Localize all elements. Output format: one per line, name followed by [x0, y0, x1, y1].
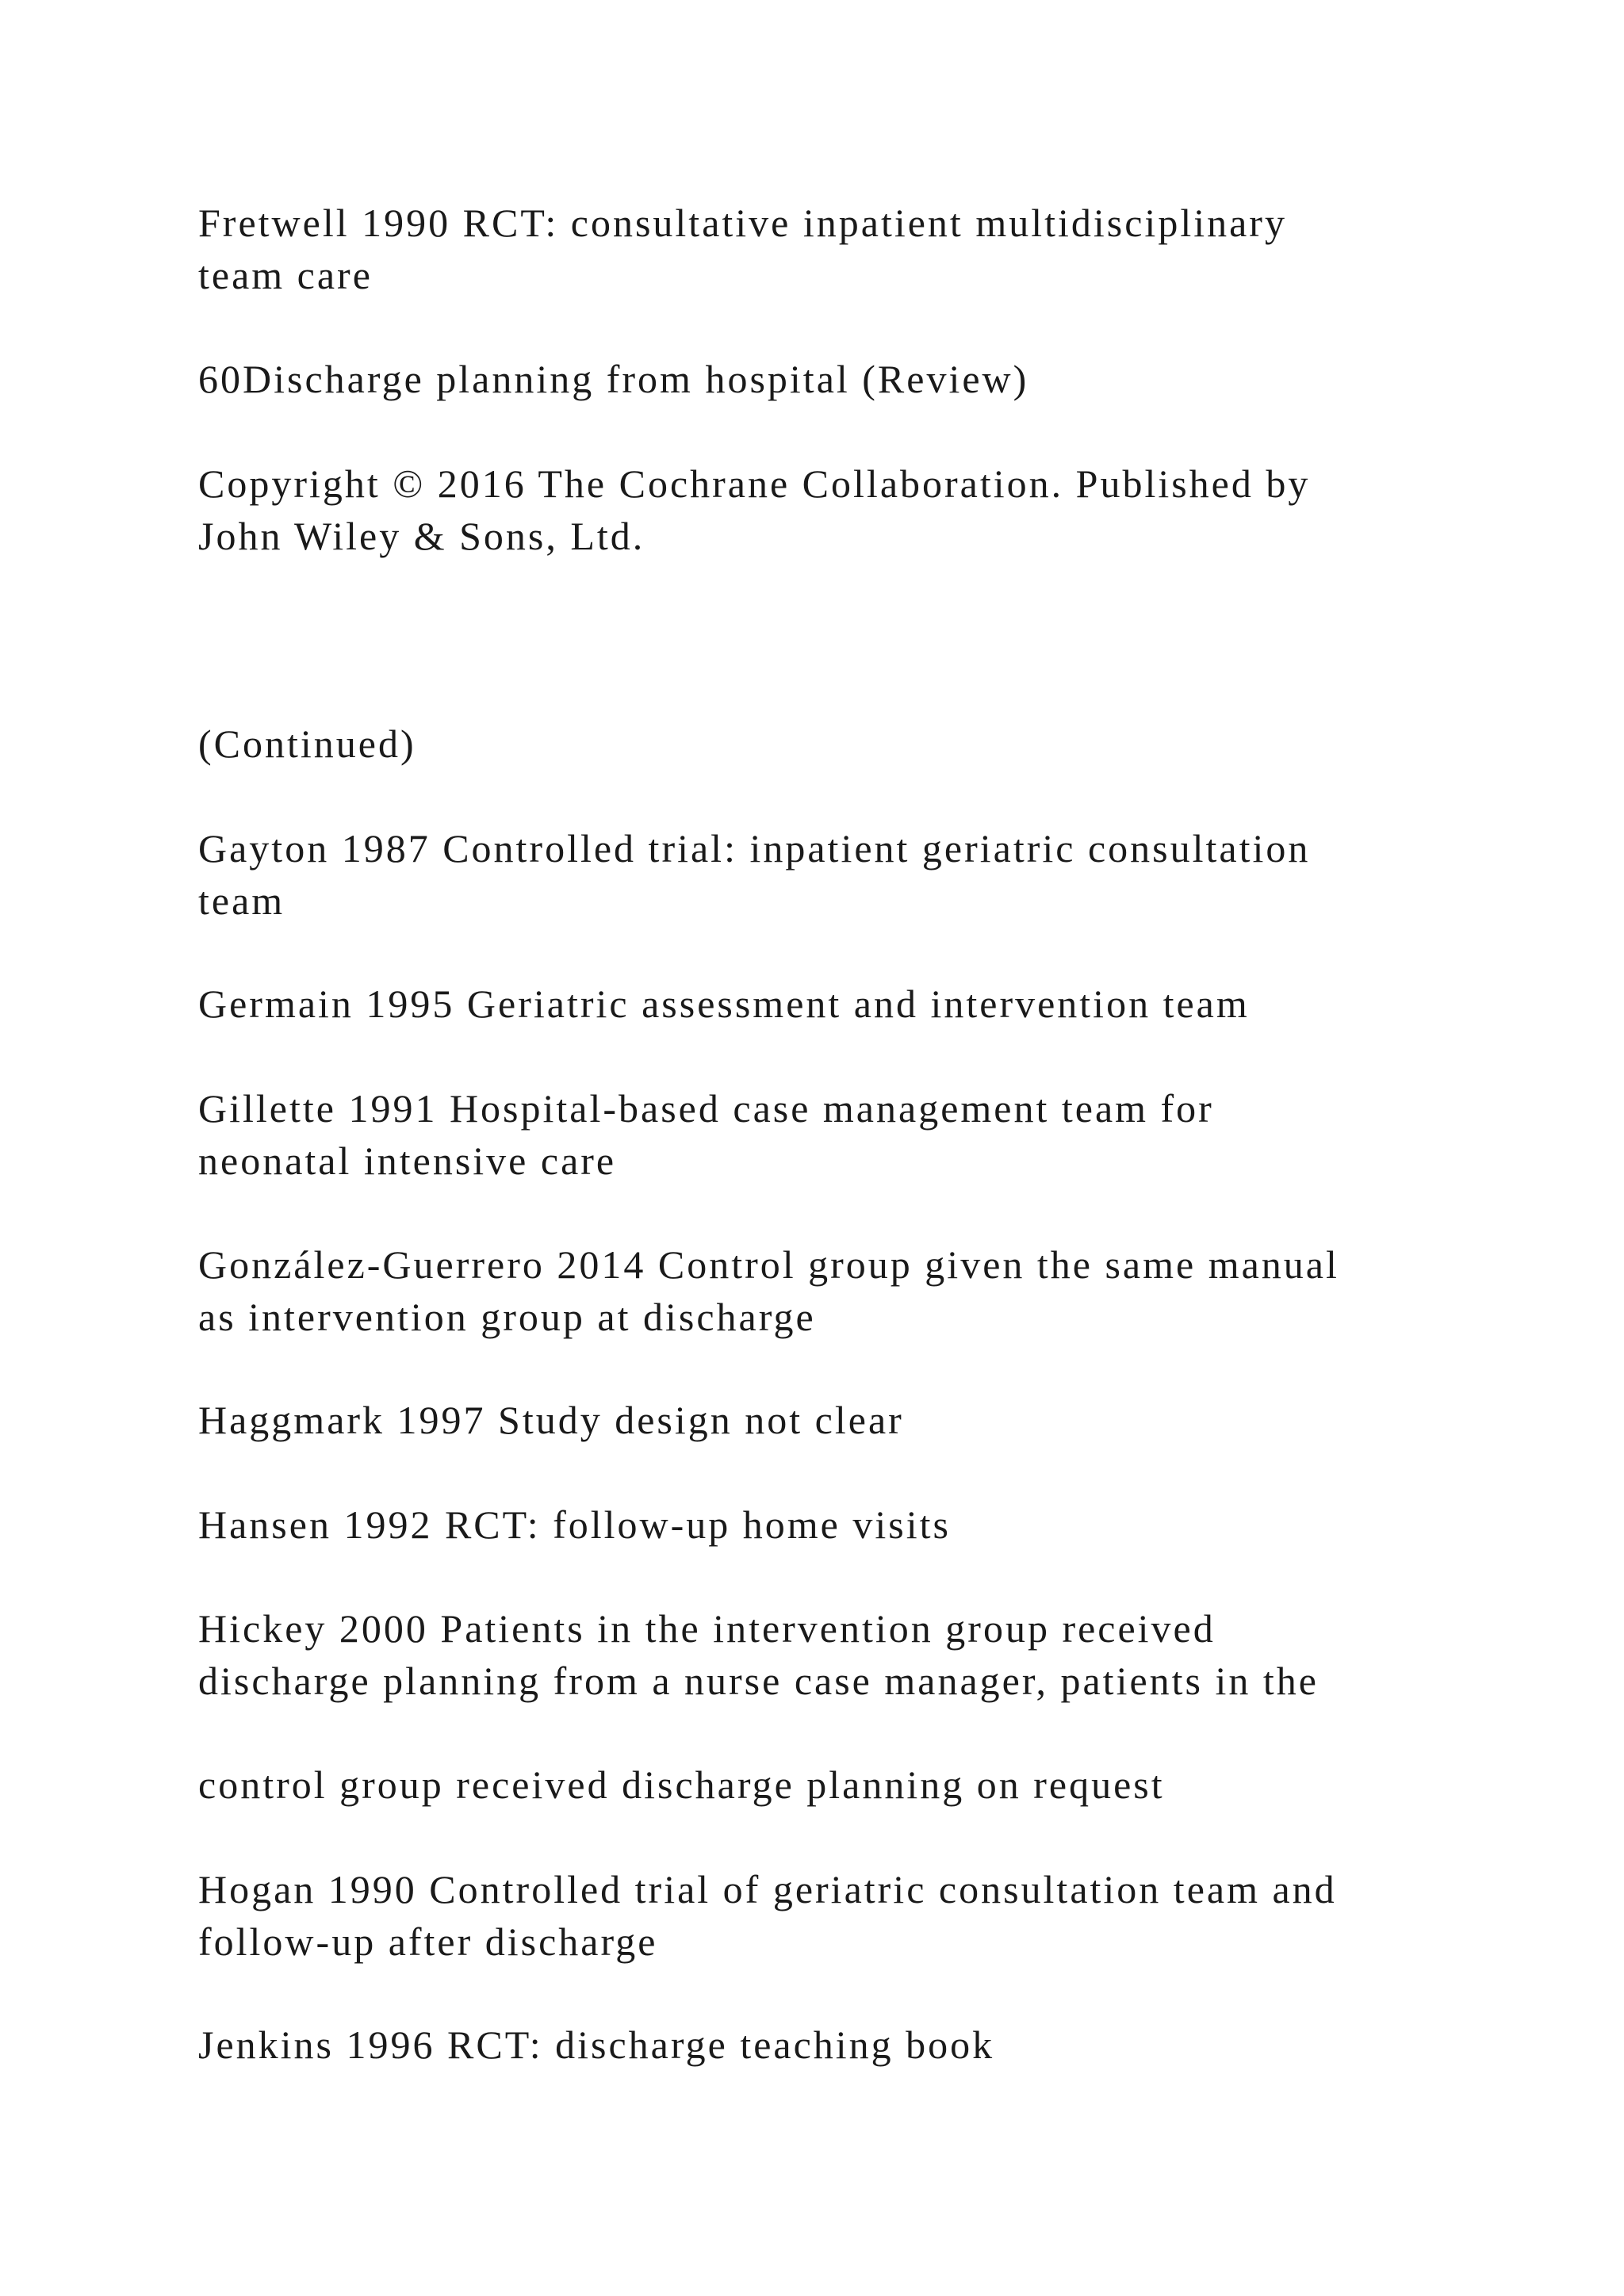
text-line: follow-up after discharge	[198, 1919, 658, 1964]
text-line: Gillette 1991 Hospital-based case management team for	[198, 1086, 1214, 1131]
text-line: (Continued)	[198, 721, 416, 766]
text-line: John Wiley & Sons, Ltd.	[198, 514, 645, 558]
text-line: Germain 1995 Geriatric assessment and intervention team	[198, 982, 1250, 1026]
text-line: discharge planning from a nurse case manager, patients in the	[198, 1659, 1319, 1703]
paragraph-germain	[198, 978, 1483, 1030]
text-line: neonatal intensive care	[198, 1138, 617, 1183]
paragraph-jenkins	[198, 2019, 1483, 2071]
paragraph-gayton	[198, 822, 1483, 927]
text-line: team care	[198, 253, 373, 297]
paragraph-haggmark	[198, 1394, 1483, 1446]
text-line: Hickey 2000 Patients in the intervention group received	[198, 1606, 1216, 1651]
paragraph-hogan	[198, 1863, 1483, 1968]
text-line: González-Guerrero 2014 Control group given the same manual	[198, 1242, 1339, 1287]
text-line: Hogan 1990 Controlled trial of geriatric consultation team and	[198, 1867, 1337, 1911]
paragraph-continued	[198, 718, 1483, 770]
paragraph-hickey-continued	[198, 1758, 1483, 1811]
text-line: Fretwell 1990 RCT: consultative inpatient multidisciplinary	[198, 201, 1287, 245]
paragraph-hickey	[198, 1602, 1483, 1707]
text-line: Hansen 1992 RCT: follow-up home visits	[198, 1502, 951, 1547]
paragraph-copyright	[198, 457, 1483, 562]
paragraph-footer-title	[198, 353, 1483, 405]
text-line: team	[198, 878, 285, 923]
paragraph-hansen	[198, 1498, 1483, 1551]
text-line: Jenkins 1996 RCT: discharge teaching book	[198, 2022, 995, 2067]
paragraph-gonzalez	[198, 1238, 1483, 1343]
text-line: control group received discharge planning on request	[198, 1762, 1165, 1807]
text-line: Haggmark 1997 Study design not clear	[198, 1398, 904, 1442]
text-line: as intervention group at discharge	[198, 1295, 816, 1339]
paragraph-gillette	[198, 1082, 1483, 1187]
text-line: 60Discharge planning from hospital (Review)	[198, 357, 1029, 401]
paragraph-fretwell	[198, 197, 1483, 301]
text-line: Copyright © 2016 The Cochrane Collaboration. Published by	[198, 461, 1311, 506]
text-line: Gayton 1987 Controlled trial: inpatient geriatric consultation	[198, 826, 1311, 871]
